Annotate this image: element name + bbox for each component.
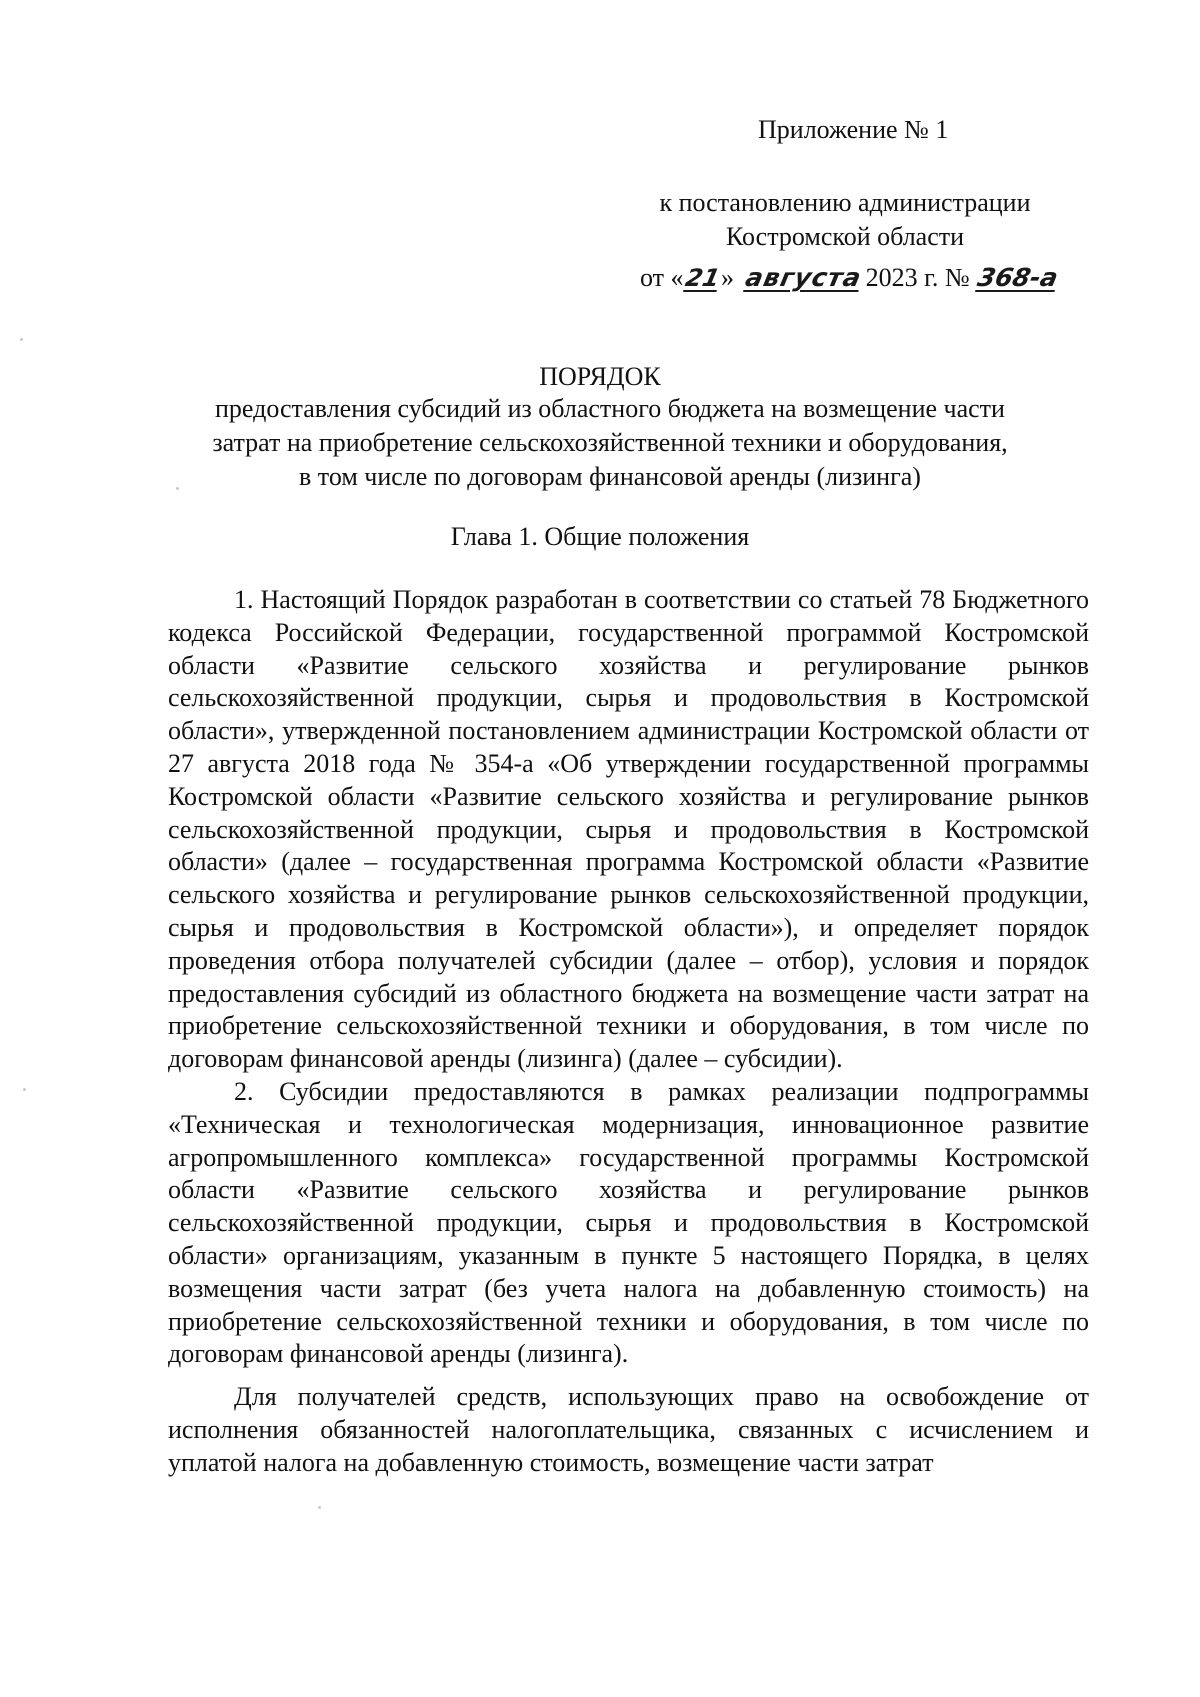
handwritten-day: 21 [682, 264, 722, 292]
scan-speck [23, 1088, 26, 1091]
decree-date-line [640, 258, 1061, 298]
scan-speck [318, 1506, 321, 1509]
subtitle-line-1: предоставления субсидий из областного бюджета на возмещение части [215, 394, 1005, 423]
subtitle-line-2: затрат на приобретение сельскохозяйственной техники и оборудования, [212, 428, 1008, 457]
document-title: ПОРЯДОК [539, 362, 661, 391]
chapter-heading: Глава 1. Общие положения [450, 522, 750, 551]
date-separator: » [720, 263, 734, 292]
paragraph-1: 1. Настоящий Порядок разработан в соответствии со статьей 78 Бюджетного кодекса Российской Федерации, государственной программой Костромской области «Развитие сельского хозяйства и регулирование рынков сельскохозяйственной продукции, сырья и продовольствия в Костромской области», утвержденной постановлением администрации Костромской области от 27 августа 2018 года № 354-а «Об утверждении государственной программы Костромской области «Развитие сельского хозяйства и регулирование рынков сельскохозяйственной продукции, сырья и продовольствия в Костромской области» (далее – государственная программа Костромской области «Развитие сельского хозяйства и регулирование рынков сельскохозяйственной продукции, сырья и продовольствия в Костромской области»), и определяет порядок проведения отбора получателей субсидии (далее – отбор), условия и порядок предоставления субсидий из областного бюджета на возмещение части затрат на приобретение сельскохозяйственной техники и оборудования, в том числе по договорам финансовой аренды (лизинга) (далее – субсидии). [168, 585, 1089, 1074]
appendix-label: Приложение № 1 [758, 115, 949, 144]
date-year-part: 2023 г. № [865, 263, 970, 292]
scan-speck [20, 338, 23, 341]
decree-line-1: к постановлению администрации [659, 188, 1031, 217]
document-body [168, 584, 1089, 1480]
paragraph-3: Для получателей средств, использующих право на освобождение от исполнения обязанностей налогоплательщика, связанных с исчислением и уплатой налога на добавленную стоимость, возмещение части затрат [168, 1382, 1089, 1477]
scan-speck [176, 487, 179, 490]
handwritten-month: августа [743, 263, 865, 292]
paragraph-2: 2. Субсидии предоставляются в рамках реализации подпрограммы «Техническая и технологическая модернизация, инновационное развитие агропромышленного комплекса» государственной программы Костромской области «Развитие сельского хозяйства и регулирование рынков сельскохозяйственной продукции, сырья и продовольствия в Костромской области» организациям, указанным в пункте 5 настоящего Порядка, в целях возмещения части затрат (без учета налога на добавленную стоимость) на приобретение сельскохозяйственной техники и оборудования, в том числе по договорам финансовой аренды (лизинга). [168, 1076, 1089, 1369]
subtitle-line-3: в том числе по договорам финансовой аренды (лизинга) [299, 462, 921, 491]
document-subtitle [170, 392, 1050, 494]
decree-line-2: Костромской области [725, 222, 965, 251]
date-prefix: от « [640, 263, 684, 292]
decree-reference [620, 186, 1070, 254]
handwritten-decree-number: 368-а [974, 263, 1061, 292]
